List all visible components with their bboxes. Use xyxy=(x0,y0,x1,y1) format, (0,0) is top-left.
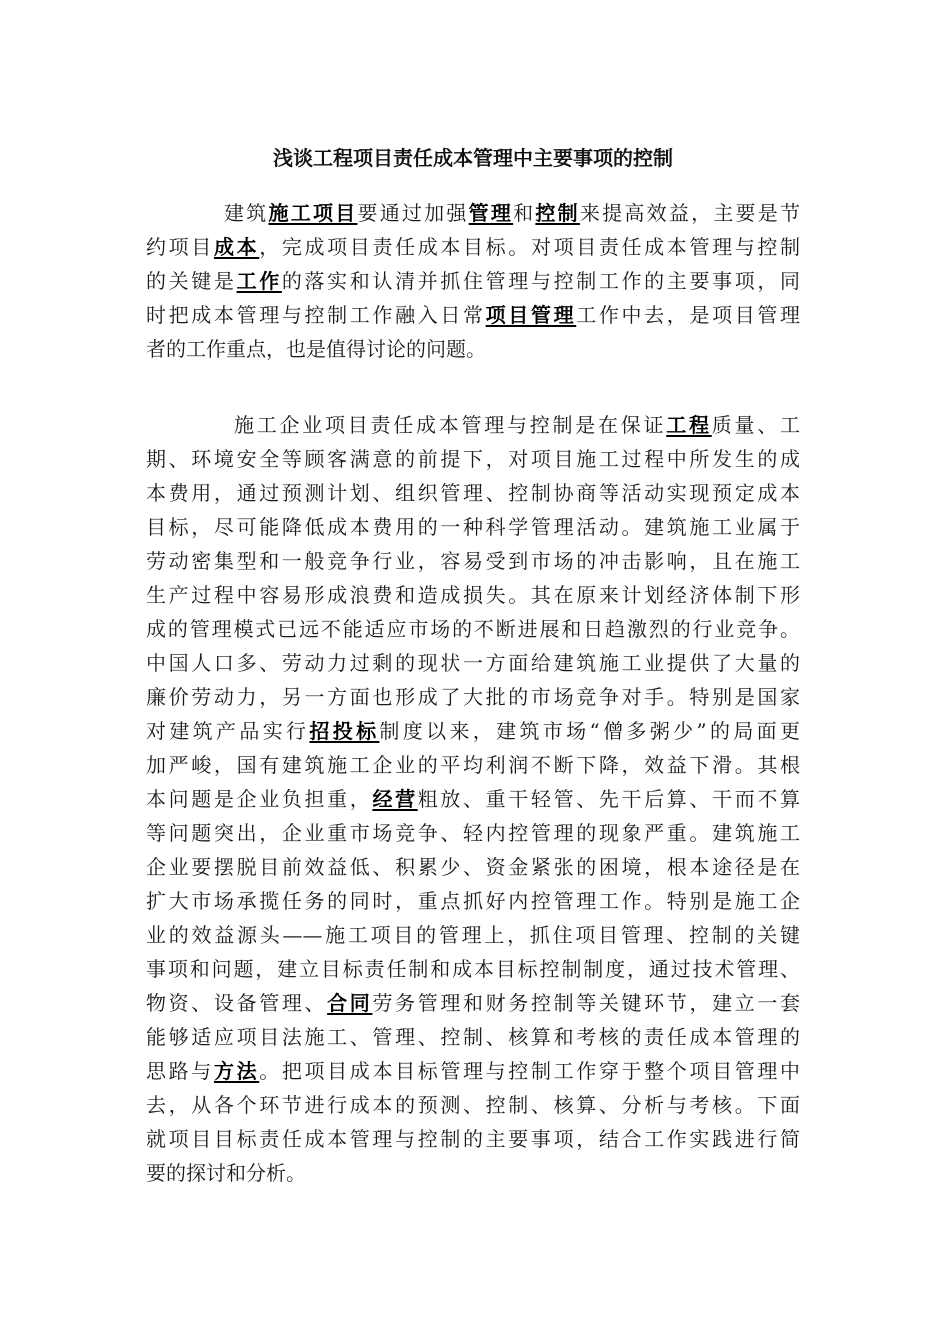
text-line xyxy=(146,1020,800,1054)
text-run: 要通过加强 xyxy=(357,201,469,225)
text-line xyxy=(146,918,800,952)
text-line xyxy=(146,986,800,1020)
text-run: 企业要摆脱目前效益低、积累少、资金紧张的困境，根本途径是在 xyxy=(146,855,800,879)
text-line xyxy=(146,884,800,918)
text-run: 工作中去，是项目管理 xyxy=(576,303,801,327)
keyword-link[interactable]: 招投标 xyxy=(309,719,380,743)
text-line xyxy=(146,1122,800,1156)
text-run: 本费用，通过预测计划、组织管理、控制协商等活动实现预定成本 xyxy=(146,481,800,505)
text-run: 本问题是企业负担重， xyxy=(146,787,373,811)
keyword-link[interactable]: 控制 xyxy=(535,201,580,225)
keyword-link[interactable]: 合同 xyxy=(327,991,373,1015)
text-line xyxy=(146,748,800,782)
text-run: 制度以来，建筑市场“僧多粥少”的局面更 xyxy=(379,719,801,743)
text-run: 的落实和认清并抓住管理与控制工作的主要事项，同 xyxy=(281,269,801,293)
text-line xyxy=(146,442,800,476)
text-run: 质量、工 xyxy=(711,413,800,437)
text-line xyxy=(146,1054,800,1088)
text-line xyxy=(146,714,800,748)
text-run: 就项目目标责任成本管理与控制的主要事项，结合工作实践进行简 xyxy=(146,1127,800,1151)
text-run: 建筑 xyxy=(224,201,269,225)
text-run: 业的效益源头——施工项目的管理上，抓住项目管理、控制的关键 xyxy=(146,923,800,947)
text-line xyxy=(146,1156,800,1190)
keyword-link[interactable]: 施工项目 xyxy=(268,201,358,225)
keyword-link[interactable]: 工作 xyxy=(236,269,282,293)
text-line xyxy=(146,680,800,714)
keyword-link[interactable]: 经营 xyxy=(372,787,418,811)
text-run: 劳动密集型和一般竞争行业，容易受到市场的冲击影响，且在施工 xyxy=(146,549,800,573)
keyword-link[interactable]: 管理 xyxy=(468,201,514,225)
text-run: 思路与 xyxy=(146,1059,214,1083)
text-line xyxy=(146,196,800,230)
text-run: 加严峻，国有建筑施工企业的平均利润不断下降，效益下滑。其根 xyxy=(146,753,800,777)
keyword-link[interactable]: 工程 xyxy=(666,413,712,437)
text-run: 时把成本管理与控制工作融入日常 xyxy=(146,303,486,327)
text-run: 的关键是 xyxy=(146,269,237,293)
text-run: 生产过程中容易形成浪费和造成损失。其在原来计划经济体制下形 xyxy=(146,583,800,607)
text-run: 者的工作重点，也是值得讨论的问题。 xyxy=(146,337,486,361)
text-run: 和 xyxy=(513,201,536,225)
text-line xyxy=(146,578,800,612)
text-line xyxy=(146,476,800,510)
text-run: 约项目 xyxy=(146,235,214,259)
text-line xyxy=(146,782,800,816)
keyword-link[interactable]: 项目管理 xyxy=(485,303,577,327)
text-run: 等问题突出，企业重市场竞争、轻内控管理的现象严重。建筑施工 xyxy=(146,821,800,845)
text-line xyxy=(146,230,800,264)
document-title: 浅谈工程项目责任成本管理中主要事项的控制 xyxy=(273,146,673,170)
text-run: 来提高效益，主要是节 xyxy=(579,201,801,225)
text-run: 劳务管理和财务控制等关键环节，建立一套 xyxy=(372,991,801,1015)
text-run: 能够适应项目法施工、管理、控制、核算和考核的责任成本管理的 xyxy=(146,1025,800,1049)
text-line xyxy=(146,544,800,578)
text-run: ，完成项目责任成本目标。对项目责任成本管理与控制 xyxy=(259,235,801,259)
text-run: 扩大市场承揽任务的同时，重点抓好内控管理工作。特别是施工企 xyxy=(146,889,800,913)
text-run: 对建筑产品实行 xyxy=(146,719,310,743)
text-run: 去，从各个环节进行成本的预测、控制、核算、分析与考核。下面 xyxy=(146,1093,800,1117)
text-line xyxy=(146,612,800,646)
text-line xyxy=(146,1088,800,1122)
paragraph-body xyxy=(146,408,800,1190)
text-run: 期、环境安全等顾客满意的前提下，对项目施工过程中所发生的成 xyxy=(146,447,800,471)
keyword-link[interactable]: 方法 xyxy=(213,1059,260,1083)
text-line xyxy=(146,816,800,850)
text-run: 。把项目成本目标管理与控制工作穿于整个项目管理中 xyxy=(259,1059,801,1083)
text-line xyxy=(146,952,800,986)
text-run: 施工企业项目责任成本管理与控制是在保证 xyxy=(234,413,667,437)
text-line xyxy=(146,510,800,544)
paragraph-intro xyxy=(146,196,800,366)
text-run: 中国人口多、劳动力过剩的现状一方面给建筑施工业提供了大量的 xyxy=(146,651,800,675)
text-run: 目标，尽可能降低成本费用的一种科学管理活动。建筑施工业属于 xyxy=(146,515,800,539)
text-line xyxy=(146,850,800,884)
keyword-link[interactable]: 成本 xyxy=(213,235,260,259)
text-run: 事项和问题，建立目标责任制和成本目标控制制度，通过技术管理、 xyxy=(146,957,800,981)
text-line xyxy=(146,332,800,366)
text-line xyxy=(146,264,800,298)
text-run: 粗放、重干轻管、先干后算、干而不算 xyxy=(417,787,801,811)
text-run: 成的管理模式已远不能适应市场的不断进展和日趋激烈的行业竞争。 xyxy=(146,617,800,641)
text-run: 廉价劳动力，另一方面也形成了大批的市场竞争对手。特别是国家 xyxy=(146,685,800,709)
text-run: 要的探讨和分析。 xyxy=(146,1161,306,1185)
text-line xyxy=(146,408,800,442)
text-line xyxy=(146,298,800,332)
text-line xyxy=(146,646,800,680)
text-run: 物资、设备管理、 xyxy=(146,991,328,1015)
